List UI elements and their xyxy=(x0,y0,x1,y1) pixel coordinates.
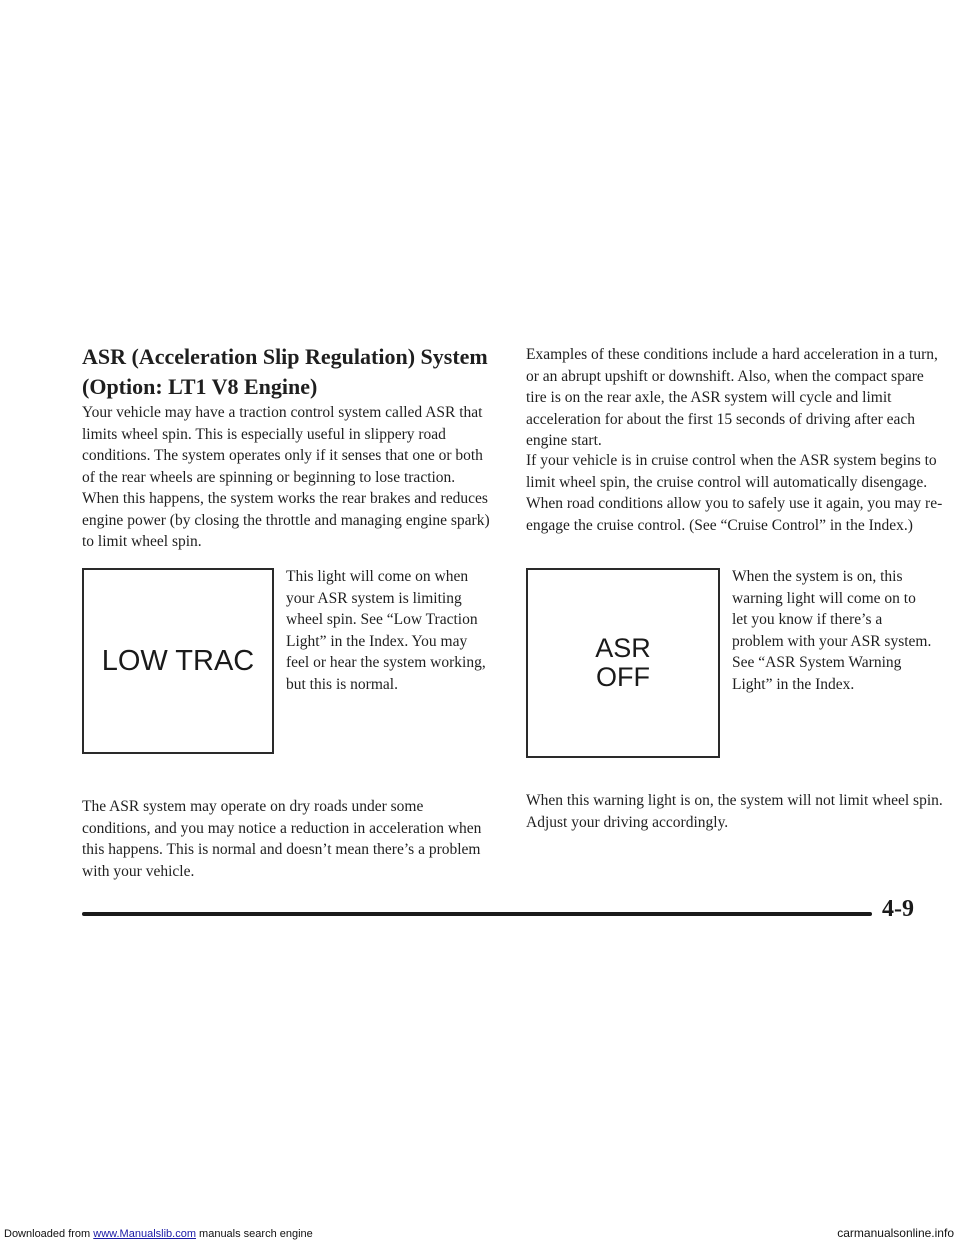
asr-off-light-illustration xyxy=(526,568,720,758)
page-number: 4-9 xyxy=(882,896,914,922)
asr-off-description: When the system is on, this warning light will come on to let you know if there’s a problem with your ASR system. See “ASR System Warning Light” in the Index. xyxy=(732,568,932,693)
warning-light-paragraph: When this warning light is on, the system will not limit wheel spin. Adjust your driving accordingly. xyxy=(526,792,943,831)
download-footer xyxy=(4,1228,313,1241)
manualslib-link[interactable]: www.Manualslib.com xyxy=(93,1228,196,1240)
asr-intro-paragraph: Your vehicle may have a traction control system called ASR that limits wheel spin. This is especially useful in slippery road conditions. The system operates only if it senses that one or both of the rear wheels are spinning or beginning to lose traction. When this happens, the system works the rear brakes and reduces engine power (by closing the throttle and managing engine spark) to limit wheel spin. xyxy=(82,404,490,550)
page-rule xyxy=(82,912,872,916)
low-trac-light-illustration xyxy=(82,568,274,754)
low-trac-description: This light will come on when your ASR system is limiting wheel spin. See “Low Traction Light” in the Index. You may feel or hear the system working, but this is normal. xyxy=(286,568,486,693)
asr-off-label-line2: OFF xyxy=(596,662,650,692)
conditions-paragraph: Examples of these conditions include a hard acceleration in a turn, or an abrupt upshift or downshift. Also, when the compact spare tire is on the rear axle, the ASR system will cycle and limit acceleration for about the first 15 seconds of driving after each engine start. xyxy=(526,346,938,449)
section-title: ASR (Acceleration Slip Regulation) System (Option: LT1 V8 Engine) xyxy=(82,344,488,399)
low-trac-label: LOW TRAC xyxy=(101,644,255,677)
footer-suffix: manuals search engine xyxy=(195,1228,313,1240)
watermark-text: carmanualsonline.info xyxy=(837,1226,954,1240)
footer-prefix: Downloaded from xyxy=(4,1228,94,1240)
dry-roads-paragraph: The ASR system may operate on dry roads under some conditions, and you may notice a reduction in acceleration when this happens. This is normal and doesn’t mean there’s a problem with your vehicle. xyxy=(82,798,482,880)
asr-off-label-line1: ASR xyxy=(595,633,651,663)
cruise-control-paragraph: If your vehicle is in cruise control when the ASR system begins to limit wheel spin, the cruise control will automatically disengage. When road conditions allow you to safely use it again, you may re-engage the cruise control. (See “Cruise Control” in the Index.) xyxy=(526,452,943,534)
